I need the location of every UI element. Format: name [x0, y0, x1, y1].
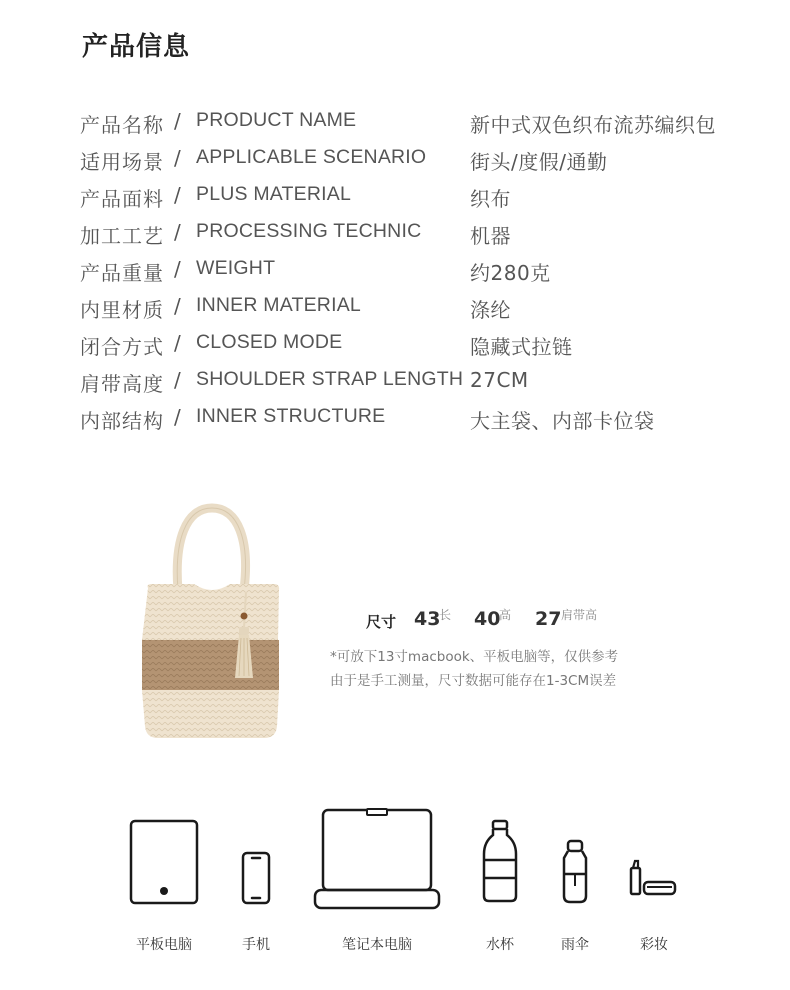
- size-length-value: 43: [414, 608, 441, 630]
- spec-separator: /: [174, 183, 181, 207]
- spec-value: 隐藏式拉链: [470, 335, 573, 359]
- spec-separator: /: [174, 405, 181, 429]
- spec-label-en: PRODUCT NAME: [196, 109, 357, 131]
- spec-label-zh: 产品面料: [80, 187, 164, 211]
- spec-separator: /: [174, 109, 181, 133]
- capacity-label-laptop: 笔记本电脑: [342, 937, 412, 953]
- bag-product-image: [138, 500, 288, 750]
- spec-label-zh: 产品名称: [80, 113, 164, 137]
- spec-label-en: APPLICABLE SCENARIO: [196, 146, 427, 168]
- spec-value: 织布: [470, 187, 511, 211]
- phone-icon: [240, 850, 272, 906]
- umbrella-icon: [558, 838, 592, 906]
- capacity-label-bottle: 水杯: [486, 937, 514, 953]
- capacity-label-tablet: 平板电脑: [136, 937, 192, 953]
- spec-row: [0, 220, 790, 250]
- size-note-1: *可放下13寸macbook、平板电脑等，仅供参考: [330, 649, 619, 665]
- tablet-icon: [128, 818, 200, 906]
- section-title: 产品信息: [82, 32, 191, 62]
- spec-label-zh: 内里材质: [80, 298, 164, 322]
- size-label: 尺寸: [366, 613, 397, 631]
- spec-row: [0, 405, 790, 435]
- spec-value: 约280克: [470, 261, 551, 285]
- makeup-icon: [628, 858, 678, 898]
- spec-label-en: PLUS MATERIAL: [196, 183, 352, 205]
- spec-row: [0, 294, 790, 324]
- spec-row: [0, 331, 790, 361]
- spec-separator: /: [174, 146, 181, 170]
- spec-separator: /: [174, 368, 181, 392]
- spec-separator: /: [174, 257, 181, 281]
- capacity-label-phone: 手机: [242, 937, 270, 953]
- spec-value: 涤纶: [470, 298, 511, 322]
- capacity-label-umbrella: 雨伞: [561, 937, 589, 953]
- size-length-unit: 长: [439, 608, 452, 622]
- size-height-unit: 高: [499, 608, 512, 622]
- spec-label-zh: 产品重量: [80, 261, 164, 285]
- size-strap-unit: 肩带高: [561, 608, 598, 622]
- spec-value: 大主袋、内部卡位袋: [470, 409, 655, 433]
- spec-label-zh: 闭合方式: [80, 335, 164, 359]
- spec-label-en: WEIGHT: [196, 257, 276, 279]
- spec-label-en: INNER STRUCTURE: [196, 405, 386, 427]
- size-note-2: 由于是手工测量，尺寸数据可能存在1-3CM误差: [330, 673, 617, 689]
- laptop-icon: [312, 806, 442, 912]
- water-bottle-icon: [480, 818, 520, 904]
- spec-label-en: PROCESSING TECHNIC: [196, 220, 422, 242]
- spec-label-zh: 加工工艺: [80, 224, 164, 248]
- spec-label-en: INNER MATERIAL: [196, 294, 361, 316]
- spec-label-zh: 内部结构: [80, 409, 164, 433]
- spec-separator: /: [174, 220, 181, 244]
- spec-value: 机器: [470, 224, 511, 248]
- size-strap-value: 27: [535, 608, 562, 630]
- spec-label-zh: 适用场景: [80, 150, 164, 174]
- spec-separator: /: [174, 294, 181, 318]
- spec-row: [0, 257, 790, 287]
- spec-value: 街头/度假/通勤: [470, 150, 608, 174]
- spec-row: [0, 368, 790, 398]
- spec-value: 新中式双色织布流苏编织包: [470, 113, 716, 137]
- spec-label-en: SHOULDER STRAP LENGTH: [196, 368, 464, 390]
- spec-row: [0, 109, 790, 139]
- spec-label-zh: 肩带高度: [80, 372, 164, 396]
- spec-separator: /: [174, 331, 181, 355]
- spec-value: 27CM: [470, 368, 529, 392]
- spec-row: [0, 183, 790, 213]
- spec-row: [0, 146, 790, 176]
- spec-label-en: CLOSED MODE: [196, 331, 343, 353]
- capacity-label-makeup: 彩妆: [640, 937, 668, 953]
- size-height-value: 40: [474, 608, 501, 630]
- size-summary: [366, 604, 686, 634]
